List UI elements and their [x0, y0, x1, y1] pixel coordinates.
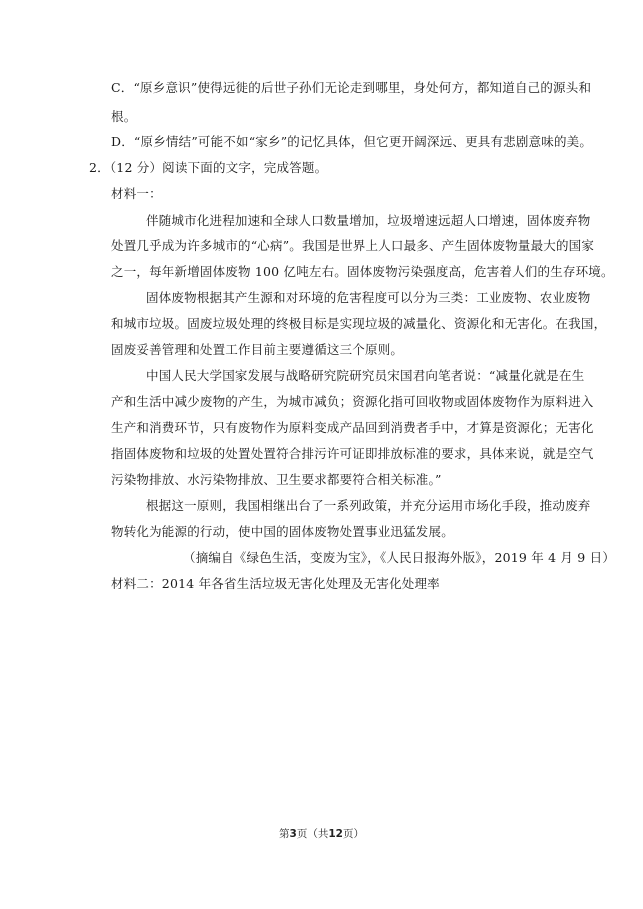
material-1-para-2-line-1: 固体废物根据其产生源和对环境的危害程度可以分为三类：工业废物、农业废物: [146, 290, 591, 305]
footer-mid: 页（共: [296, 828, 329, 840]
option-c-line-1: C．“原乡意识”使得远徙的后世子孙们无论走到哪里，身处何方，都知道自己的源头和: [111, 80, 592, 95]
material-1-para-3-line-1: 中国人民大学国家发展与战略研究院研究员宋国君向笔者说：“减量化就是在生: [146, 368, 585, 383]
material-1-source: （摘编自《绿色生活，变废为宝》，《人民日报海外版》，2019 年 4 月 9 日）: [183, 550, 616, 565]
material-1-para-4-line-1: 根据这一原则，我国相继出台了一系列政策，并充分运用市场化手段，推动废弃: [146, 498, 591, 513]
material-1-para-3-line-4: 指固体废物和垃圾的处置处置符合排污许可证即排放标准的要求，具体来说，就是空气: [111, 446, 594, 461]
material-1-para-2-line-3: 固废妥善管理和处置工作目前主要遵循这三个原则。: [111, 342, 404, 357]
material-1-label: 材料一：: [111, 186, 162, 201]
material-1-para-3-line-2: 产和生活中减少废物的产生，为城市减负；资源化指可回收物或固体废物作为原料进入: [111, 394, 594, 409]
material-1-para-1-line-3: 之一，每年新增固体废物 100 亿吨左右。固体废物污染强度高，危害着人们的生存环境。: [111, 264, 614, 279]
footer-total-pages: 12: [328, 828, 343, 840]
option-c-line-2: 根。: [111, 109, 137, 124]
material-1-para-3-line-5: 污染物排放、水污染物排放、卫生要求都要符合相关标准。”: [111, 472, 442, 487]
page-footer: [0, 826, 643, 841]
material-1-para-1-line-1: 伴随城市化进程加速和全球人口数量增加，垃圾增速远超人口增速，固体废弃物: [146, 213, 591, 228]
material-1-para-3-line-3: 生产和消费环节，只有废物作为原料变成产品回到消费者手中，才算是资源化；无害化: [111, 420, 594, 435]
footer-prefix: 第: [279, 828, 290, 840]
material-1-para-2-line-2: 和城市垃圾。固废垃圾处理的终极目标是实现垃圾的减量化、资源化和无害化。在我国，: [111, 316, 607, 331]
material-1-para-1-line-2: 处置几乎成为许多城市的“心病”。我国是世界上人口最多、产生固体废物量最大的国家: [111, 238, 595, 253]
question-2-heading: 2．（12 分）阅读下面的文字，完成答题。: [89, 160, 328, 175]
material-1-para-4-line-2: 物转化为能源的行动，使中国的固体废物处置事业迅猛发展。: [111, 524, 454, 539]
material-2-label: 材料二：2014 年各省生活垃圾无害化处理及无害化处理率: [111, 576, 440, 591]
option-d: D．“原乡情结”可能不如“家乡”的记忆具体，但它更开阔深远、更具有悲剧意味的美。: [111, 134, 593, 149]
footer-suffix: 页）: [342, 828, 364, 840]
footer-page-number: 3: [289, 828, 297, 840]
